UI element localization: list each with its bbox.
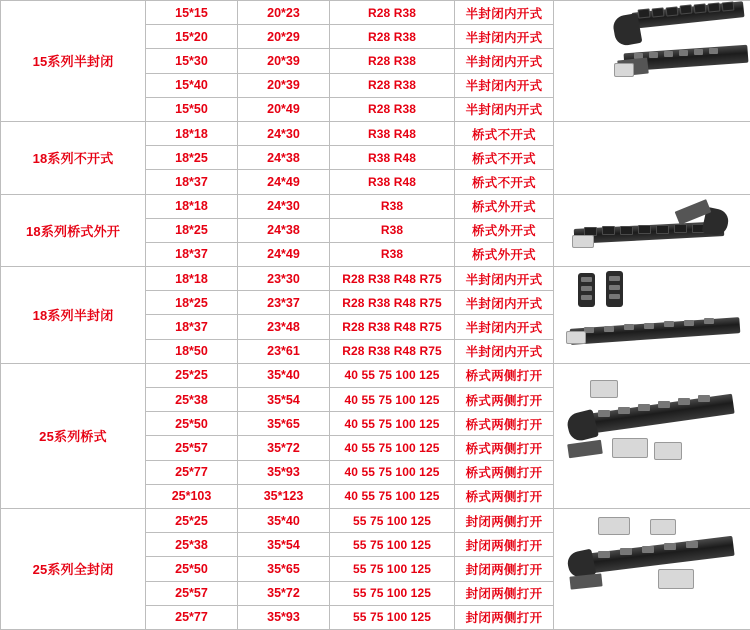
inner-size: 18*18	[146, 194, 238, 218]
bend-radius: R28 R38	[330, 1, 455, 25]
open-type: 桥式外开式	[455, 242, 554, 266]
open-type: 半封闭内开式	[455, 49, 554, 73]
drag-chain-photo-18-series-semi-closed	[554, 267, 750, 364]
open-type: 桥式不开式	[455, 121, 554, 145]
inner-size: 25*103	[146, 484, 238, 508]
open-type: 桥式两侧打开	[455, 388, 554, 412]
outer-size: 35*54	[238, 533, 330, 557]
bend-radius: R28 R38	[330, 25, 455, 49]
open-type: 桥式两侧打开	[455, 484, 554, 508]
table-row	[1, 1, 750, 25]
bend-radius: R28 R38	[330, 73, 455, 97]
drag-chain-photo-25-series-bridge	[554, 363, 750, 508]
series-cell-25-full-closed: 25系列全封闭	[1, 508, 146, 629]
outer-size: 20*23	[238, 1, 330, 25]
inner-size: 18*50	[146, 339, 238, 363]
outer-size: 20*49	[238, 97, 330, 121]
bend-radius: R28 R38 R48 R75	[330, 339, 455, 363]
inner-size: 18*25	[146, 291, 238, 315]
bend-radius: R28 R38 R48 R75	[330, 267, 455, 291]
inner-size: 18*25	[146, 146, 238, 170]
inner-size: 25*57	[146, 436, 238, 460]
bend-radius: R38	[330, 242, 455, 266]
inner-size: 25*50	[146, 412, 238, 436]
inner-size: 25*57	[146, 581, 238, 605]
outer-size: 35*65	[238, 412, 330, 436]
inner-size: 15*40	[146, 73, 238, 97]
inner-size: 18*25	[146, 218, 238, 242]
drag-chain-photo-15-series	[554, 1, 750, 122]
open-type: 桥式两侧打开	[455, 363, 554, 387]
outer-size: 24*30	[238, 121, 330, 145]
inner-size: 25*25	[146, 363, 238, 387]
open-type: 封闭两侧打开	[455, 581, 554, 605]
open-type: 桥式外开式	[455, 194, 554, 218]
outer-size: 23*30	[238, 267, 330, 291]
open-type: 半封闭内开式	[455, 339, 554, 363]
open-type: 桥式不开式	[455, 170, 554, 194]
outer-size: 23*37	[238, 291, 330, 315]
bend-radius: 40 55 75 100 125	[330, 388, 455, 412]
inner-size: 18*37	[146, 170, 238, 194]
outer-size: 24*38	[238, 218, 330, 242]
bend-radius: R38	[330, 194, 455, 218]
inner-size: 25*38	[146, 388, 238, 412]
inner-size: 18*18	[146, 267, 238, 291]
open-type: 半封闭内开式	[455, 315, 554, 339]
outer-size: 23*61	[238, 339, 330, 363]
bend-radius: R28 R38 R48 R75	[330, 315, 455, 339]
open-type: 封闭两侧打开	[455, 605, 554, 629]
open-type: 桥式不开式	[455, 146, 554, 170]
outer-size: 24*30	[238, 194, 330, 218]
inner-size: 25*77	[146, 460, 238, 484]
inner-size: 25*77	[146, 605, 238, 629]
table-row	[1, 121, 750, 145]
outer-size: 35*72	[238, 581, 330, 605]
inner-size: 25*25	[146, 508, 238, 532]
table-row	[1, 267, 750, 291]
open-type: 半封闭内开式	[455, 291, 554, 315]
inner-size: 25*50	[146, 557, 238, 581]
open-type: 半封闭内开式	[455, 97, 554, 121]
outer-size: 35*40	[238, 363, 330, 387]
bend-radius: 55 75 100 125	[330, 508, 455, 532]
bend-radius: 40 55 75 100 125	[330, 412, 455, 436]
outer-size: 35*123	[238, 484, 330, 508]
outer-size: 20*39	[238, 49, 330, 73]
outer-size: 35*72	[238, 436, 330, 460]
drag-chain-photo-18-series-bridge-open	[554, 194, 750, 267]
drag-chain-photo-18-series-closed	[554, 121, 750, 194]
series-cell-25-bridge: 25系列桥式	[1, 363, 146, 508]
open-type: 封闭两侧打开	[455, 533, 554, 557]
open-type: 半封闭内开式	[455, 1, 554, 25]
series-cell-18-bridge-outer-open: 18系列桥式外开	[1, 194, 146, 267]
inner-size: 25*38	[146, 533, 238, 557]
outer-size: 24*49	[238, 242, 330, 266]
open-type: 桥式两侧打开	[455, 460, 554, 484]
series-cell-18-semi-closed: 18系列半封闭	[1, 267, 146, 364]
inner-size: 15*20	[146, 25, 238, 49]
series-cell-18-non-open: 18系列不开式	[1, 121, 146, 194]
bend-radius: 55 75 100 125	[330, 581, 455, 605]
open-type: 桥式外开式	[455, 218, 554, 242]
open-type: 半封闭内开式	[455, 25, 554, 49]
outer-size: 35*40	[238, 508, 330, 532]
bend-radius: 55 75 100 125	[330, 533, 455, 557]
table-row	[1, 363, 750, 387]
outer-size: 35*93	[238, 605, 330, 629]
outer-size: 35*54	[238, 388, 330, 412]
inner-size: 15*15	[146, 1, 238, 25]
inner-size: 15*30	[146, 49, 238, 73]
open-type: 封闭两侧打开	[455, 557, 554, 581]
bend-radius: R38 R48	[330, 170, 455, 194]
bend-radius: 55 75 100 125	[330, 605, 455, 629]
open-type: 桥式两侧打开	[455, 436, 554, 460]
bend-radius: R38 R48	[330, 146, 455, 170]
table-row	[1, 508, 750, 532]
bend-radius: 40 55 75 100 125	[330, 363, 455, 387]
bend-radius: 40 55 75 100 125	[330, 484, 455, 508]
outer-size: 24*38	[238, 146, 330, 170]
outer-size: 35*93	[238, 460, 330, 484]
outer-size: 24*49	[238, 170, 330, 194]
series-cell-15-semi-closed: 15系列半封闭	[1, 1, 146, 122]
bend-radius: R38	[330, 218, 455, 242]
inner-size: 18*37	[146, 315, 238, 339]
bend-radius: R28 R38	[330, 97, 455, 121]
open-type: 半封闭内开式	[455, 73, 554, 97]
open-type: 封闭两侧打开	[455, 508, 554, 532]
outer-size: 20*29	[238, 25, 330, 49]
bend-radius: 55 75 100 125	[330, 557, 455, 581]
inner-size: 18*37	[146, 242, 238, 266]
outer-size: 20*39	[238, 73, 330, 97]
drag-chain-photo-25-series-full-closed	[554, 508, 750, 629]
open-type: 桥式两侧打开	[455, 412, 554, 436]
inner-size: 15*50	[146, 97, 238, 121]
table-row	[1, 194, 750, 218]
inner-size: 18*18	[146, 121, 238, 145]
bend-radius: R38 R48	[330, 121, 455, 145]
open-type: 半封闭内开式	[455, 267, 554, 291]
bend-radius: R28 R38	[330, 49, 455, 73]
outer-size: 35*65	[238, 557, 330, 581]
bend-radius: R28 R38 R48 R75	[330, 291, 455, 315]
bend-radius: 40 55 75 100 125	[330, 436, 455, 460]
bend-radius: 40 55 75 100 125	[330, 460, 455, 484]
outer-size: 23*48	[238, 315, 330, 339]
